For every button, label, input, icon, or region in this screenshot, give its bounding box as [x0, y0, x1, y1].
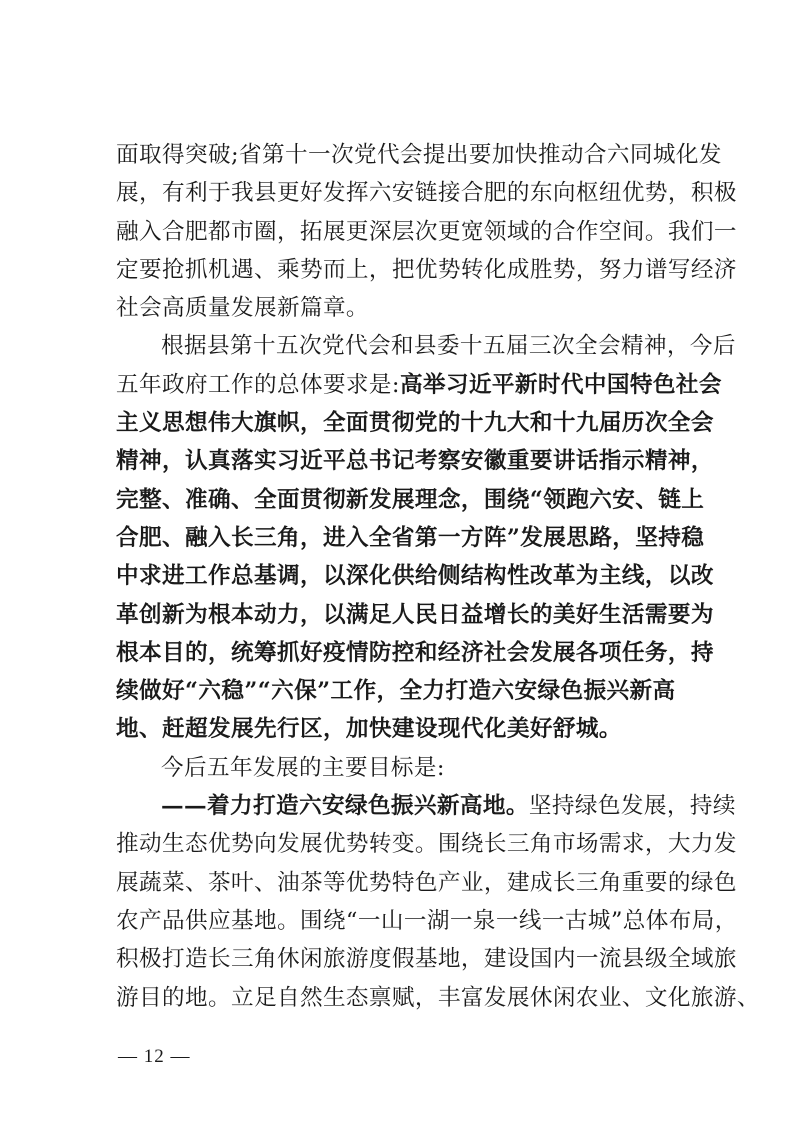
bold-text-line: 革创新为根本动力，以满足人民日益增长的美好生活需要为 [116, 601, 714, 628]
section-heading-bold: ——着力打造六安绿色振兴新高地。 [161, 793, 529, 820]
paragraph-1 [116, 136, 737, 327]
bold-text-line: 精神，认真落实习近平总书记考察安徽重要讲话指示精神， [116, 448, 714, 475]
text-line: 展，有利于我县更好发挥六安链接合肥的东向枢纽优势，积极 [116, 180, 737, 207]
plain-text: 五年政府工作的总体要求是: [116, 371, 400, 398]
paragraph-3 [116, 749, 688, 787]
paragraph-2 [116, 327, 736, 748]
bold-text: 高举习近平新时代中国特色社会 [399, 371, 722, 398]
plain-text: 坚持绿色发展，持续 [528, 793, 736, 820]
bold-text-line: 完整、准确、全面贯彻新发展理念，围绕“领跑六安、链上 [116, 486, 705, 513]
text-line: 根据县第十五次党代会和县委十五届三次全会精神，今后 [161, 333, 736, 360]
text-line: 定要抢抓机遇、乘势而上，把优势转化成胜势，努力谱写经济 [116, 256, 737, 283]
text-line: 游目的地。立足自然生态禀赋，丰富发展休闲农业、文化旅游、 [116, 984, 760, 1011]
text-line: 展蔬菜、茶叶、油茶等优势特色产业，建成长三角重要的绿色 [116, 869, 737, 896]
text-line-mixed [116, 366, 722, 404]
page-number: — 12 — [118, 1046, 191, 1067]
bold-text-line: 合肥、融入长三角，进入全省第一方阵”发展思路，坚持稳 [116, 524, 705, 551]
bold-text-line: 地、赶超发展先行区，加快建设现代化美好舒城。 [116, 716, 622, 743]
bold-text-line: 续做好“六稳”“六保”工作，全力打造六安绿色振兴新高 [116, 678, 676, 705]
text-line: 今后五年发展的主要目标是: [161, 754, 445, 781]
bold-text-line: 中求进工作总基调，以深化供给侧结构性改革为主线，以改 [116, 563, 714, 590]
bold-text-line: 根本目的，统筹抓好疫情防控和经济社会发展各项任务，持 [116, 639, 714, 666]
text-line-mixed [116, 787, 736, 825]
text-line: 面取得突破;省第十一次党代会提出要加快推动合六同城化发 [116, 142, 722, 168]
paragraph-4 [116, 787, 760, 1017]
bold-text-line: 主义思想伟大旗帜，全面贯彻党的十九大和十九届历次全会 [116, 410, 714, 437]
text-line: 农产品供应基地。围绕“一山一湖一泉一线一古城”总体布局， [116, 907, 738, 934]
text-line: 积极打造长三角休闲旅游度假基地，建设国内一流县级全域旅 [116, 946, 737, 973]
text-line: 推动生态优势向发展优势转变。围绕长三角市场需求，大力发 [116, 831, 737, 858]
text-line: 融入合肥都市圈，拓展更深层次更宽领域的合作空间。我们一 [116, 218, 737, 245]
text-line: 社会高质量发展新篇章。 [116, 295, 369, 322]
document-body [116, 136, 760, 1017]
